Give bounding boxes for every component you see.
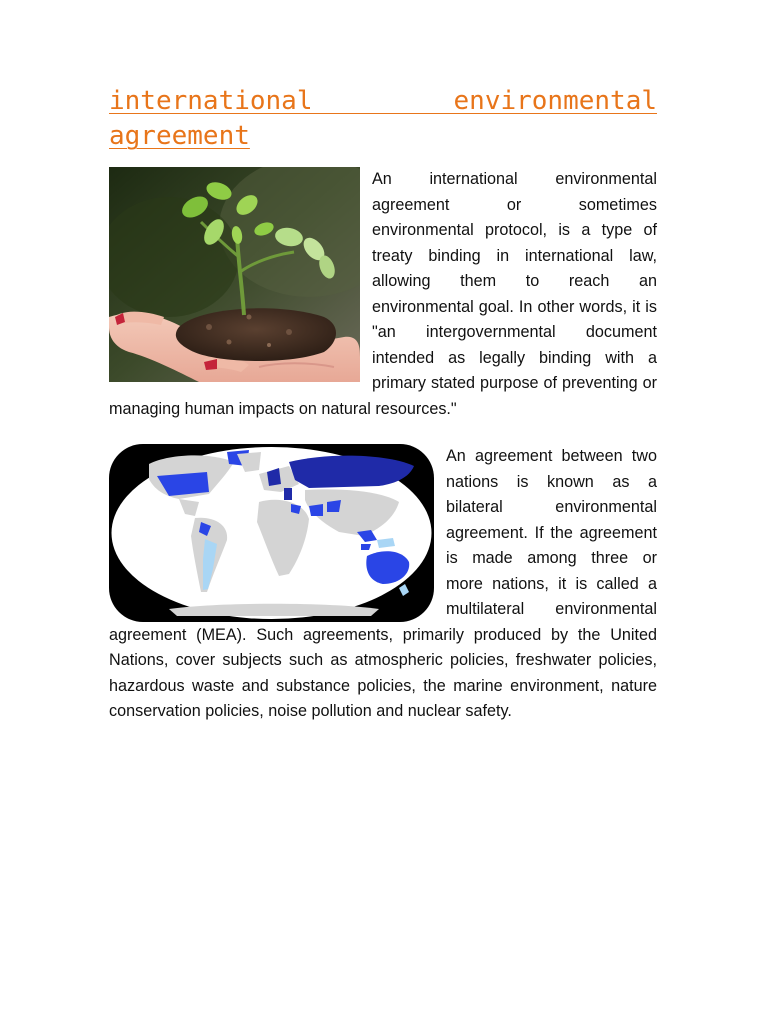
intro-paragraph: An international environmental agreement or sometimes environmental protocol, is a type of treaty binding in international law, allowing them to reach an environmental goal. In other words, it is "an intergovernmental document intended as legally binding with a primary stated purpose of preventing or managing human impacts on natural resources.": [109, 170, 657, 418]
mea-paragraph: An agreement between two nations is known as a bilateral environmental agreement. If the agreement is made among three or more nations, it is called a multilateral environmental agreement (MEA). Such agreements, primarily produced by the United Nations, cover subjects such as atmospheric policies, freshwater policies, hazardous waste and substance policies, the marine environment, nature conservation policies, noise pollution and nuclear safety.: [109, 447, 657, 720]
world-map-image: [109, 444, 434, 622]
second-section: [109, 444, 657, 725]
document-page: [109, 84, 657, 725]
page-title: international environmental agreement: [109, 86, 657, 151]
seedling-photo: [109, 167, 360, 382]
